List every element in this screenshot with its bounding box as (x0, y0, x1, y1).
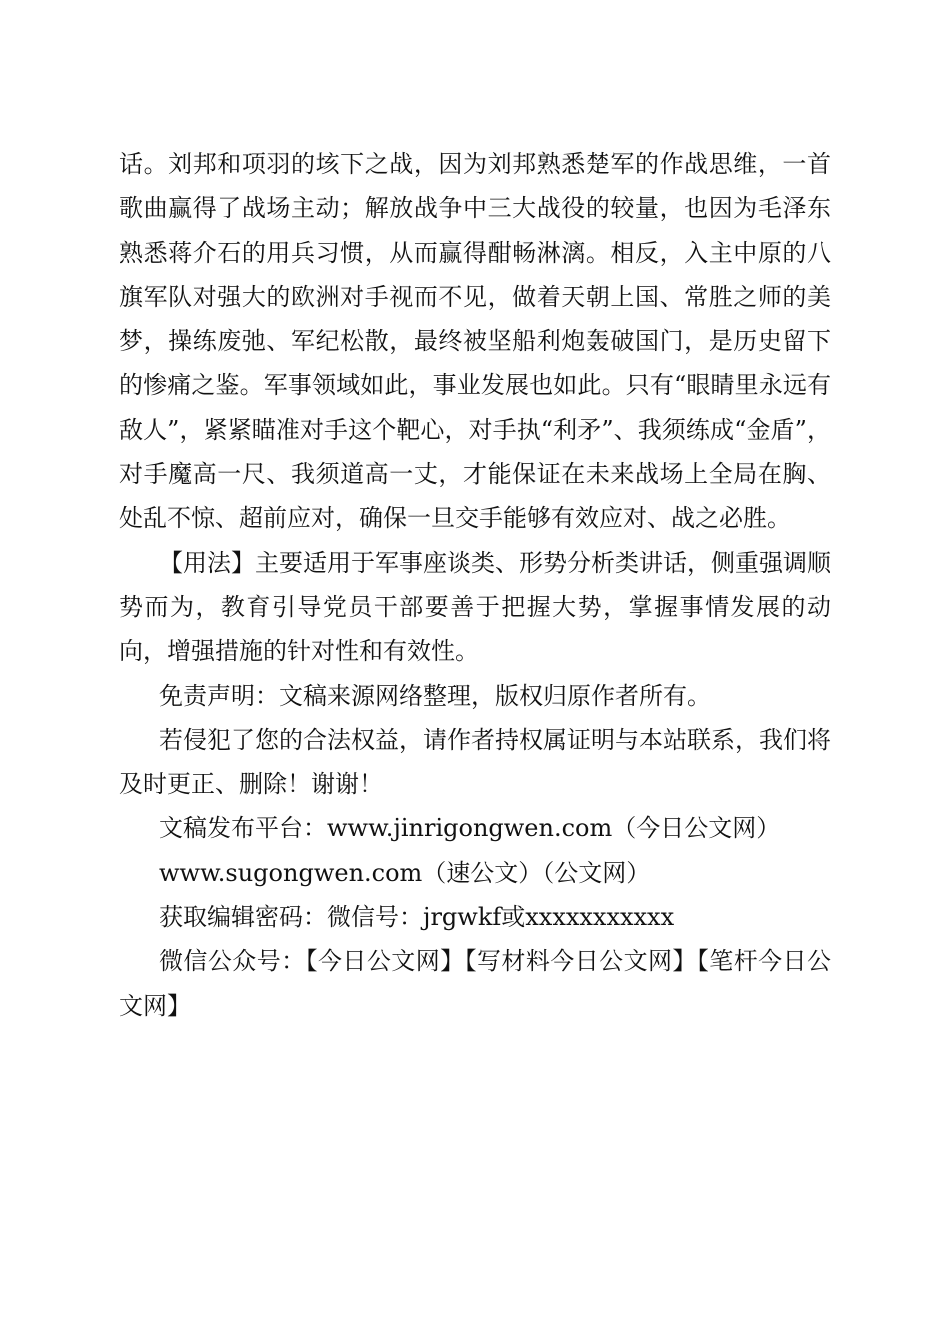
usage-paragraph: 【用法】主要适用于军事座谈类、形势分析类讲话，侧重强调顺势而为，教育引导党员干部要善于把握大势，掌握事情发展的动向，增强措施的针对性和有效性。 (119, 548, 831, 666)
site-paragraph: www.sugongwen.com（速公文）（公文网） (159, 858, 651, 887)
infringement-paragraph: 若侵犯了您的合法权益，请作者持权属证明与本站联系，我们将及时更正、删除！谢谢！ (119, 725, 831, 799)
platform-paragraph: 文稿发布平台：www.jinrigongwen.com（今日公文网） (159, 814, 781, 843)
document-body (119, 142, 831, 1028)
password-paragraph: 获取编辑密码：微信号：jrgwkf或xxxxxxxxxxx (159, 903, 675, 932)
wechat-accounts-paragraph: 微信公众号：【今日公文网】【写材料今日公文网】【笔杆今日公文网】 (119, 947, 831, 1020)
disclaimer-paragraph: 免责声明：文稿来源网络整理，版权归原作者所有。 (159, 681, 711, 710)
essay-paragraph: 话。刘邦和项羽的垓下之战，因为刘邦熟悉楚军的作战思维，一首歌曲赢得了战场主动；解放战争中三大战役的较量，也因为毛泽东熟悉蒋介石的用兵习惯，从而赢得酣畅淋漓。相反，入主中原的八旗军队对强大的欧洲对手视而不见，做着天朝上国、常胜之师的美梦，操练废弛、军纪松散，最终被坚船利炮轰破国门，是历史留下的惨痛之鉴。军事领域如此，事业发展也如此。只有“眼睛里永远有敌人”，紧紧瞄准对手这个靶心，对手执“利矛”、我须练成“金盾”，对手魔高一尺、我须道高一丈，才能保证在未来战场上全局在胸、处乱不惊、超前应对，确保一旦交手能够有效应对、战之必胜。 (119, 150, 831, 533)
